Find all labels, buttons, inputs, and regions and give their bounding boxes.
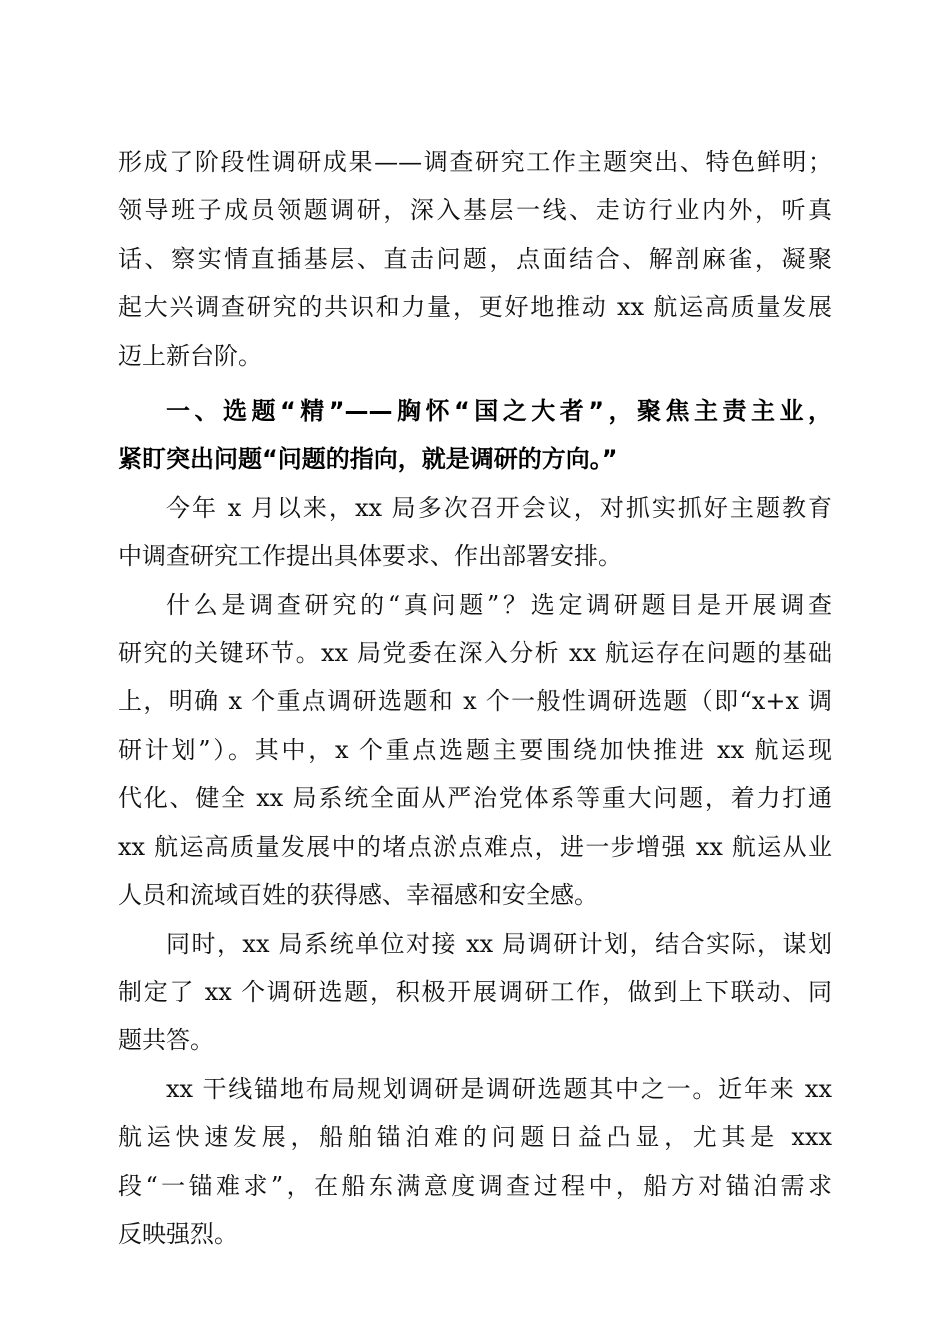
text-line: 制定了 xx 个调研选题，积极开展调研工作，做到上下联动、同: [118, 977, 832, 1006]
text-line: 研究的关键环节。xx 局党委在深入分析 xx 航运存在问题的基础: [118, 639, 832, 668]
text-line: 同时，xx 局系统单位对接 xx 局调研计划，结合实际，谋划: [166, 929, 832, 958]
text-line: 什么是调查研究的“真问题”？选定调研题目是开展调查: [166, 590, 832, 619]
text-line: 形成了阶段性调研成果——调查研究工作主题突出、特色鲜明；: [118, 148, 832, 176]
paragraph-1: [118, 138, 832, 380]
paragraph-3: [118, 484, 832, 581]
text-line: 上，明确 x 个重点调研选题和 x 个一般性调研选题（即“x+x 调: [118, 687, 832, 716]
text-line: 中调查研究工作提出具体要求、作出部署安排。: [118, 542, 622, 571]
heading-line: 一、选题“精”——胸怀“国之大者”，聚焦主责主业，: [166, 397, 832, 426]
paragraph-4: [118, 581, 832, 920]
text-line: 反映强烈。: [118, 1219, 238, 1248]
document-body: [118, 138, 832, 1258]
paragraph-6: [118, 1065, 832, 1259]
heading-line: 紧盯突出问题“问题的指向，就是调研的方向。”: [118, 445, 618, 474]
text-line: 迈上新台阶。: [118, 341, 262, 370]
text-line: 今年 x 月以来，xx 局多次召开会议，对抓实抓好主题教育: [166, 493, 832, 522]
section-heading: [118, 387, 832, 484]
text-line: 起大兴调查研究的共识和力量，更好地推动 xx 航运高质量发展: [118, 293, 832, 322]
text-line: 段“一锚难求”，在船东满意度调查过程中，船方对锚泊需求: [118, 1171, 832, 1200]
text-line: xx 航运高质量发展中的堵点淤点难点，进一步增强 xx 航运从业: [118, 832, 832, 861]
text-line: 领导班子成员领题调研，深入基层一线、走访行业内外，听真: [118, 196, 832, 225]
paragraph-5: [118, 920, 832, 1065]
text-line: 话、察实情直插基层、直击问题，点面结合、解剖麻雀，凝聚: [118, 244, 832, 273]
text-line: 代化、健全 xx 局系统全面从严治党体系等重大问题，着力打通: [118, 784, 832, 813]
text-line: 航运快速发展，船舶锚泊难的问题日益凸显，尤其是 xxx: [118, 1123, 832, 1152]
text-line: xx 干线锚地布局规划调研是调研选题其中之一。近年来 xx: [166, 1074, 832, 1103]
text-line: 研计划”）。其中，x 个重点选题主要围绕加快推进 xx 航运现: [118, 735, 832, 764]
text-line: 题共答。: [118, 1026, 214, 1055]
text-line: 人员和流域百姓的获得感、幸福感和安全感。: [118, 881, 598, 910]
